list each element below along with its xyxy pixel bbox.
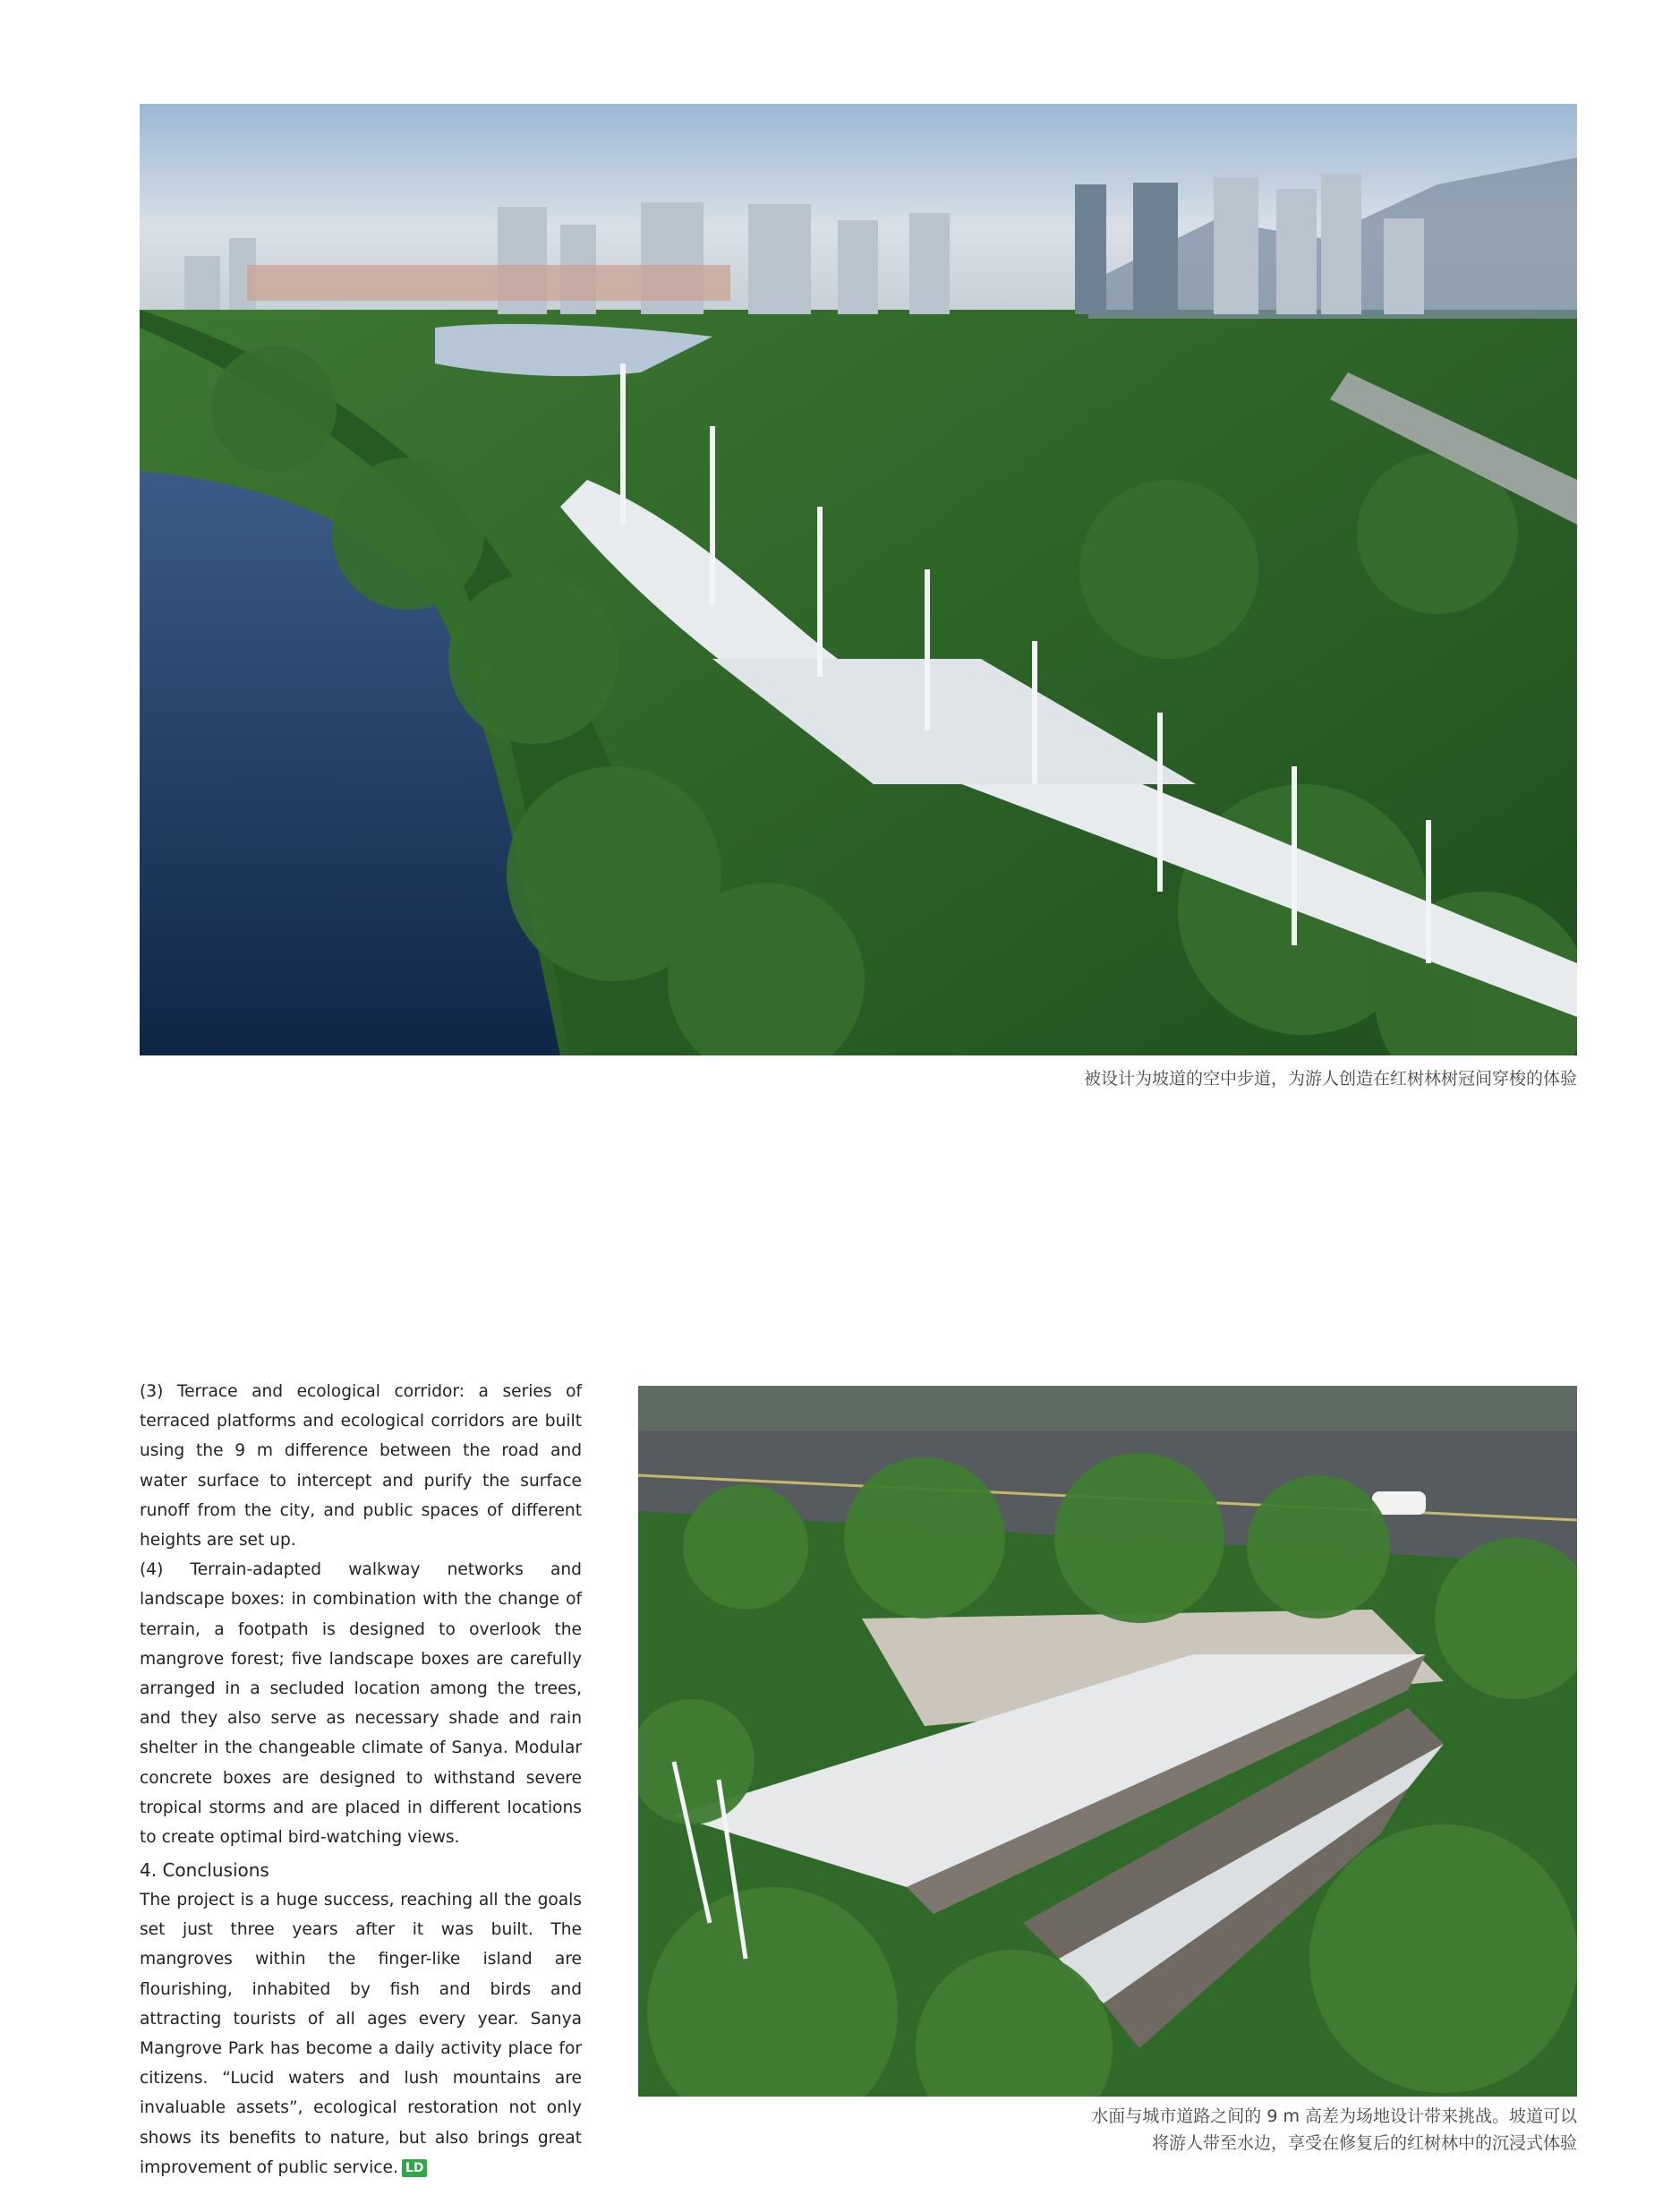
figure-caption-bottom [1091,2103,1577,2157]
paragraph-walkway: (4) Terrain-adapted walkway networks and landscape boxes: in combination with the change of terrain, a footpath is designed to overlook the mangrove forest; five landscape boxes are carefully arranged in a secluded location among the trees, and they also serve as necessary shade and rain shelter in the changeable climate of Sanya. Modular concrete boxes are designed to withstand severe tropical storms and are placed in different locations to create optimal bird-watching views. [140,1560,582,1848]
conclusions-text: The project is a huge success, reaching all the goals set just three years after it was built. The mangroves within the finger-like island are flourishing, inhabited by fish and birds and attracting tourists of all ages every year. Sanya Mangrove Park has become a daily activity place for citizens. “Lucid waters and lush mountains are invaluable assets”, ecological restoration not only shows its benefits to nature, but also brings great improvement of public service. [140,1891,582,2177]
figure-caption-top [1084,1065,1577,1092]
ld-badge: LD [402,2159,428,2177]
body-text-column [140,1377,582,1852]
conclusions-paragraph [140,1885,582,2183]
conclusions-section [140,1856,582,2183]
paragraph-terrace: (3) Terrace and ecological corridor: a series of terraced platforms and ecological corridors are built using the 9 m difference between the road and water surface to intercept and purify the surface runoff from the city, and public spaces of different heights are set up. [140,1382,582,1550]
caption-line-1: 水面与城市道路之间的 9 m 高差为场地设计带来挑战。坡道可以 [1091,2106,1577,2126]
caption-text: 被设计为坡道的空中步道，为游人创造在红树林树冠间穿梭的体验 [1083,1069,1577,1089]
aerial-walkway-photo [140,104,1577,1055]
conclusions-heading: 4. Conclusions [140,1859,269,1881]
terraced-ramp-image [638,1386,1577,2097]
aerial-walkway-image [140,104,1577,1055]
terraced-ramp-photo [638,1386,1577,2097]
caption-line-2: 将游人带至水边，享受在修复后的红树林中的沉浸式体验 [1151,2133,1577,2153]
